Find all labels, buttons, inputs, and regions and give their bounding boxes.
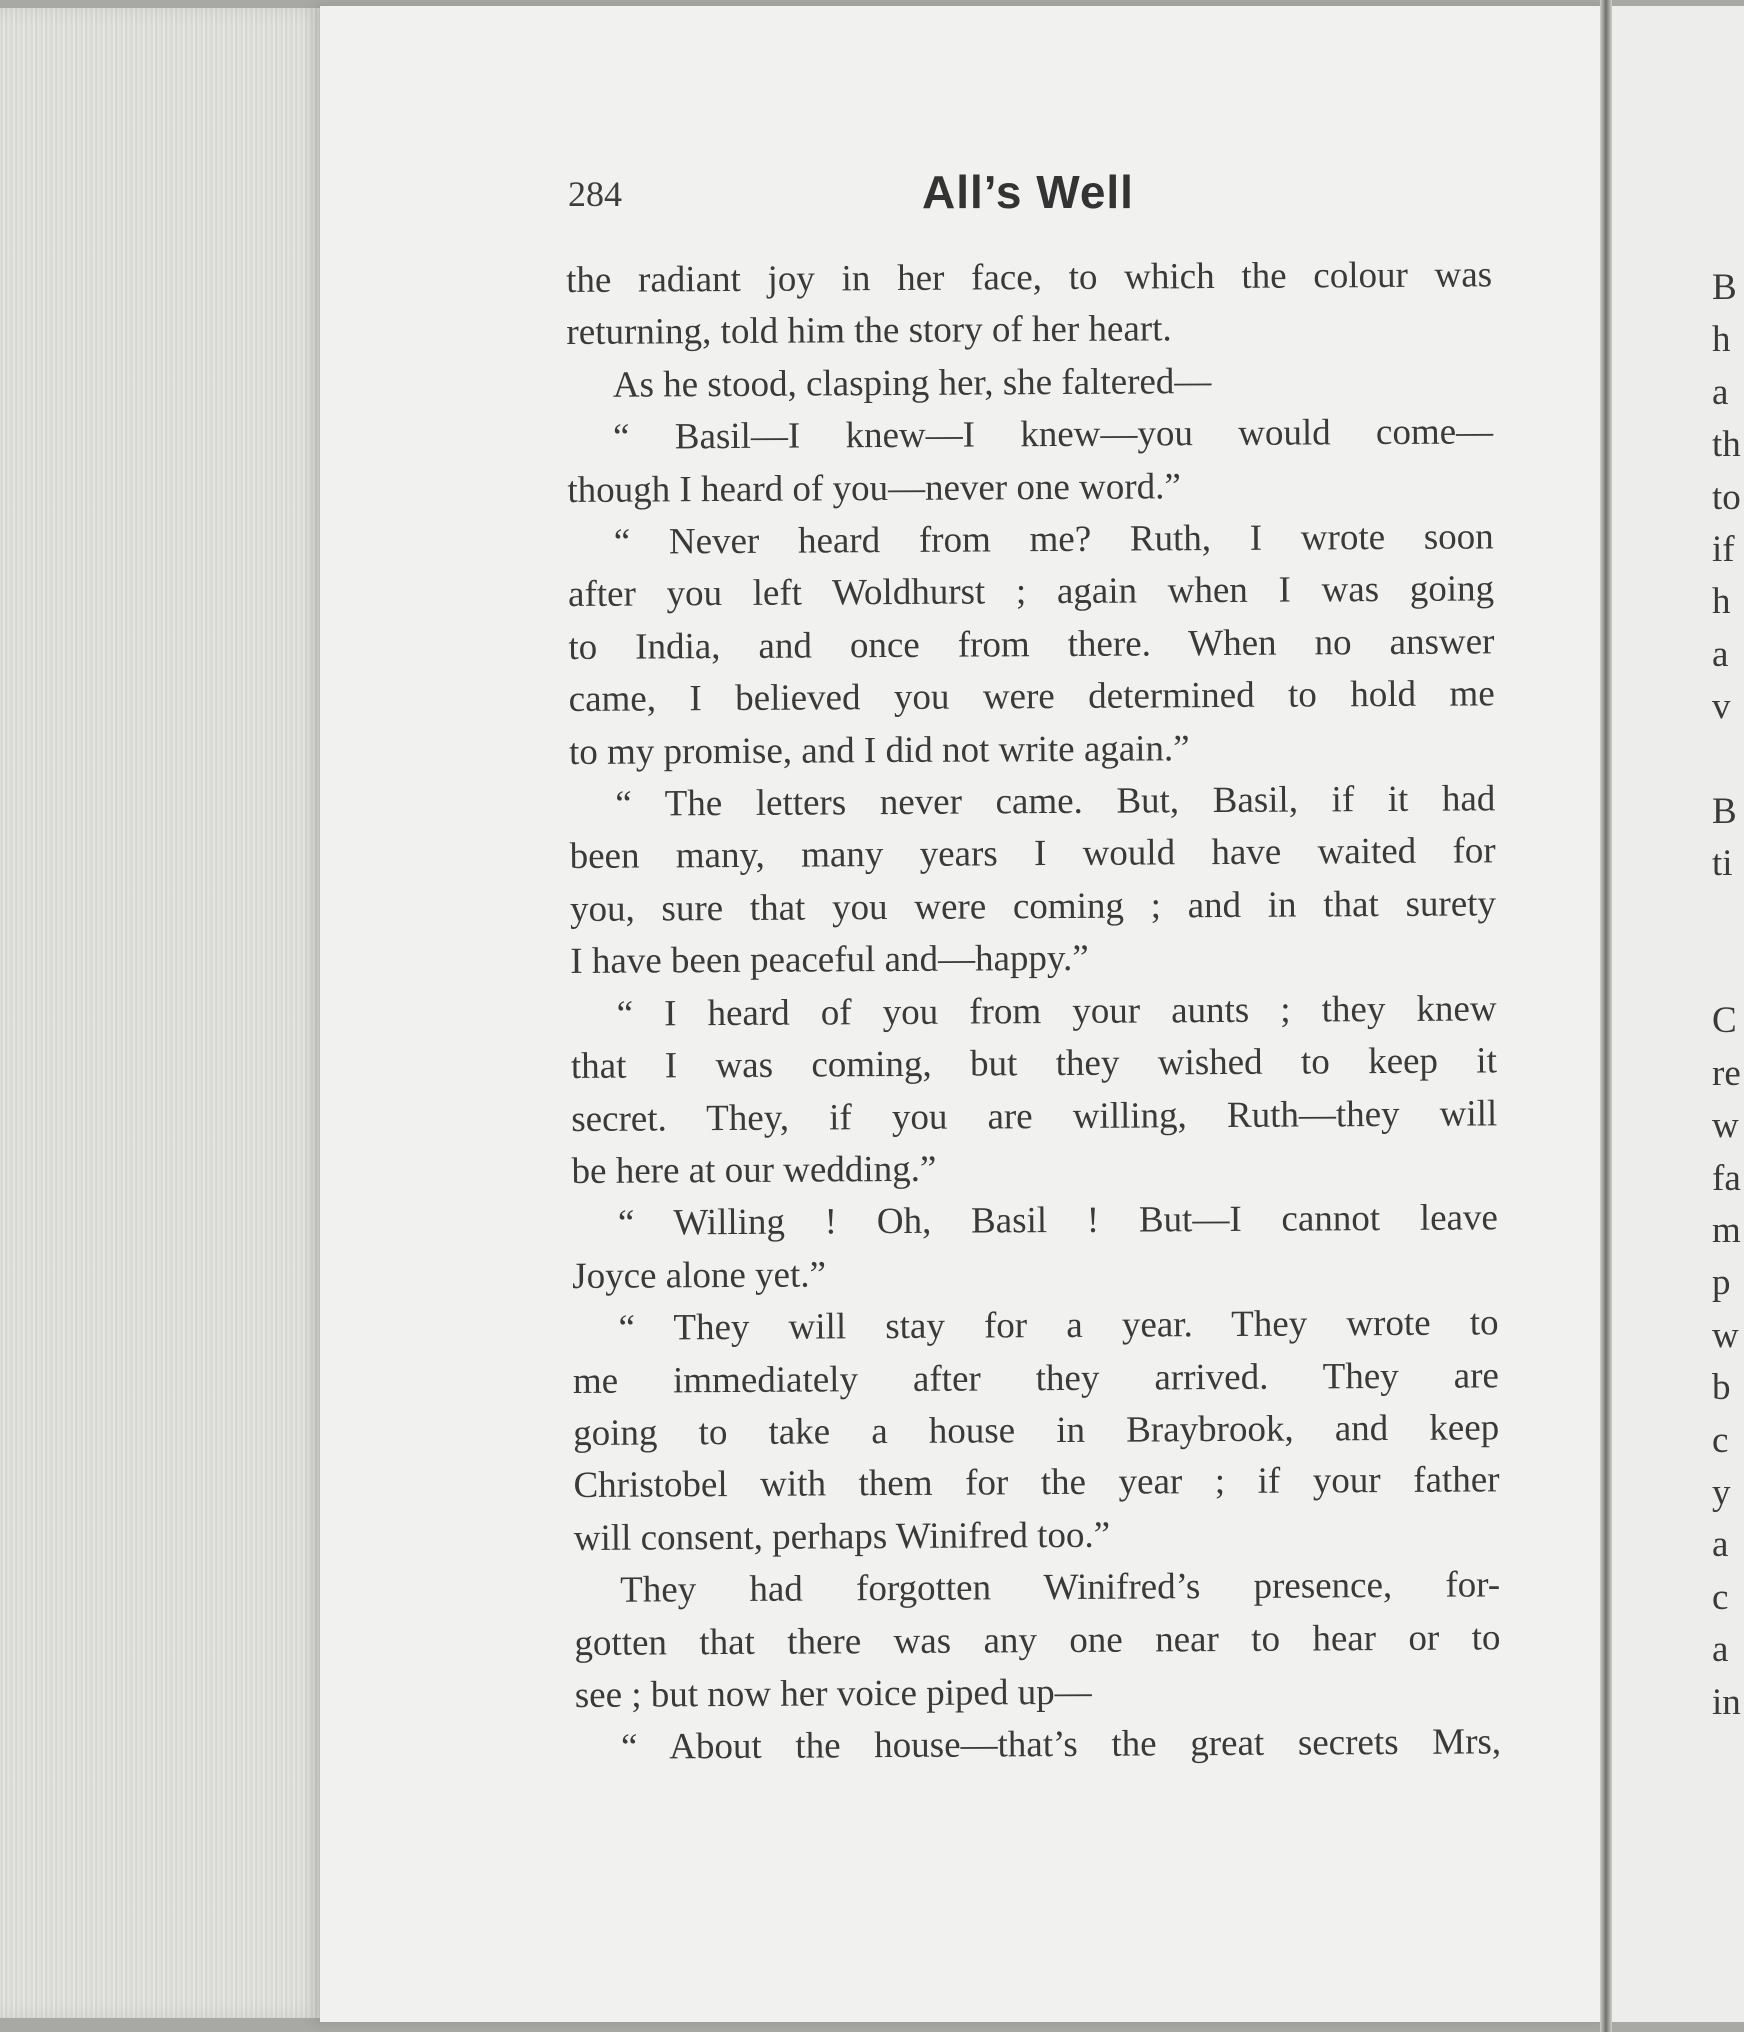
text-line: the radiant joy in her face, to which the colour was (566, 254, 1493, 301)
facing-line-fragment: v (1712, 686, 1731, 728)
facing-line-fragment: B (1712, 790, 1737, 832)
facing-line-fragment: in (1712, 1681, 1741, 1723)
text-line: “ I heard of you from your aunts ; they knew (616, 988, 1497, 1035)
text-line: gotten that there was any one near to hear or to (574, 1616, 1501, 1664)
text-line: after you left Woldhurst ; again when I was going (567, 568, 1495, 616)
facing-line-fragment: m (1712, 1210, 1741, 1252)
facing-line-fragment: C (1712, 1000, 1737, 1042)
facing-line-fragment: th (1712, 424, 1741, 466)
facing-line-fragment: fa (1712, 1157, 1741, 1199)
text-line: They had forgotten Winifred’s presence, for- (620, 1564, 1501, 1611)
facing-line-fragment: re (1712, 1052, 1741, 1094)
page-header (568, 165, 1488, 225)
text-line: Christobel with them for the year ; if your father (573, 1459, 1500, 1507)
facing-line-fragment: a (1712, 1629, 1729, 1671)
text-line: though I heard of you—never one word.” (567, 465, 1181, 511)
text-line: Joyce alone yet.” (572, 1254, 827, 1297)
text-line: I have been peaceful and—happy.” (570, 938, 1089, 983)
facing-line-fragment: if (1712, 528, 1735, 570)
text-line: going to take a house in Braybrook, and keep (573, 1407, 1500, 1454)
page-edges (0, 8, 330, 2018)
text-line: that I was coming, but they wished to keep it (570, 1040, 1498, 1088)
text-line: been many, many years I would have waited for (569, 830, 1496, 878)
facing-line-fragment: a (1712, 633, 1729, 675)
facing-line-fragment: w (1712, 1314, 1739, 1356)
text-line: returning, told him the story of her heart. (566, 308, 1172, 354)
text-line: will consent, perhaps Winifred too.” (573, 1514, 1111, 1559)
book-gutter (1600, 0, 1612, 2032)
text-line: “ About the house—that’s the great secrets Mrs, (620, 1721, 1502, 1769)
text-line: secret. They, if you are willing, Ruth—they will (571, 1092, 1498, 1140)
text-line: you, sure that you were coming ; and in that surety (569, 883, 1497, 930)
facing-line-fragment: B (1712, 267, 1737, 308)
facing-line-fragment (1712, 891, 1744, 943)
facing-line-fragment (1712, 943, 1744, 995)
facing-line-fragment: c (1712, 1419, 1729, 1461)
text-line: me immediately after they arrived. They are (572, 1354, 1499, 1402)
text-line: As he stood, clasping her, she faltered— (612, 360, 1212, 406)
text-line: “ Willing ! Oh, Basil ! But—I cannot leave (617, 1197, 1499, 1245)
facing-line-fragment: to (1712, 476, 1741, 518)
text-line: “ Never heard from me? Ruth, I wrote soon (613, 516, 1494, 563)
facing-line-fragment: h (1712, 581, 1731, 623)
facing-line-fragment: h (1712, 319, 1731, 361)
text-line: “ They will stay for a year. They wrote to (618, 1302, 1499, 1349)
facing-line-fragment: y (1712, 1471, 1731, 1513)
facing-line-fragment (1712, 734, 1744, 786)
text-line: came, I believed you were determined to hold me (568, 673, 1495, 721)
text-line: “ Basil—I knew—I knew—you would come— (612, 411, 1494, 458)
facing-line-fragment: p (1712, 1262, 1731, 1304)
facing-line-fragment: c (1712, 1576, 1729, 1618)
facing-line-fragment: a (1712, 371, 1729, 413)
page-number: 284 (568, 174, 622, 214)
running-title: All’s Well (922, 166, 1134, 218)
text-line: be here at our wedding.” (571, 1148, 937, 1192)
facing-page-text (1712, 262, 1744, 1729)
facing-line-fragment: w (1712, 1105, 1739, 1147)
facing-line-fragment: b (1712, 1367, 1731, 1409)
facing-line-fragment: ti (1712, 843, 1733, 885)
body-text (566, 249, 1501, 1774)
text-line: “ The letters never came. But, Basil, if it had (615, 778, 1496, 825)
text-line: to my promise, and I did not write again.” (568, 727, 1190, 773)
facing-line-fragment: a (1712, 1524, 1729, 1566)
text-line: to India, and once from there. When no answer (568, 621, 1495, 668)
text-line: see ; but now her voice piped up— (574, 1671, 1092, 1716)
